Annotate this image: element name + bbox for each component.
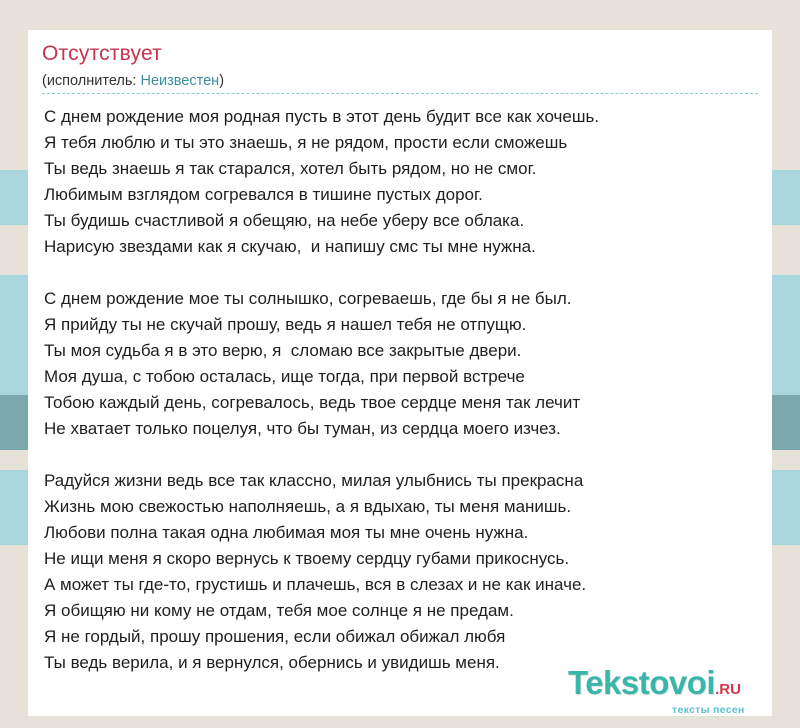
song-title: Отсутствует: [42, 42, 162, 65]
artist-prefix: (исполнитель:: [42, 73, 141, 89]
stanza-2: [44, 286, 764, 442]
lyric-line: Ты ведь верила, и я вернулся, обернись и увидишь меня.: [44, 653, 500, 672]
stanza-3: [44, 468, 764, 676]
lyric-line: Моя душа, с тобою осталась, ище тогда, при первой встрече: [44, 367, 525, 386]
lyric-line: Ты моя судьба я в это верю, я сломаю все закрытые двери.: [44, 341, 522, 360]
lyric-line: Нарисую звездами как я скучаю, и напишу смс ты мне нужна.: [44, 237, 536, 256]
lyric-line: Любимым взглядом согревался в тишине пустых дорог.: [44, 185, 483, 204]
watermark-tagline: тексты песен: [672, 704, 745, 716]
artist-line: [42, 73, 224, 89]
watermark-tld: .RU: [715, 681, 741, 698]
lyric-line: С днем рождение моя родная пусть в этот день будит все как хочешь.: [44, 107, 600, 126]
lyric-line: Я прийду ты не скучай прошу, ведь я нашел тебя не отпущю.: [44, 315, 527, 334]
lyric-line: Не ищи меня я скоро вернусь к твоему сердцу губами прикоснусь.: [44, 549, 570, 568]
lyric-line: С днем рождение мое ты солнышко, согреваешь, где бы я не был.: [44, 289, 572, 308]
lyric-line: Тобою каждый день, согревалось, ведь твое сердце меня так лечит: [44, 393, 581, 412]
lyric-line: А может ты где-то, грустишь и плачешь, вся в слезах и не как иначе.: [44, 575, 587, 594]
artist-link[interactable]: Неизвестен: [140, 73, 220, 89]
lyric-line: Я обищяю ни кому не отдам, тебя мое солнце я не предам.: [44, 601, 514, 620]
lyrics-body: [44, 104, 764, 702]
lyric-line: Я тебя люблю и ты это знаешь, я не рядом, прости если сможешь: [44, 133, 568, 152]
lyric-line: Ты ведь знаешь я так старался, хотел быть рядом, но не смог.: [44, 159, 537, 178]
lyric-line: Жизнь мою свежостью наполняешь, а я вдыхаю, ты меня манишь.: [44, 497, 572, 516]
stanza-1: [44, 104, 764, 260]
lyric-line: Ты будишь счастливой я обещяю, на небе уберу все облака.: [44, 211, 525, 230]
lyric-line: Я не гордый, прошу прошения, если обижал обижал любя: [44, 627, 506, 646]
lyric-line: Любови полна такая одна любимая моя ты мне очень нужна.: [44, 523, 529, 542]
lyric-line: Не хватает только поцелуя, что бы туман, из сердца моего изчез.: [44, 419, 561, 438]
lyric-line: Радуйся жизни ведь все так классно, милая улыбнись ты прекрасна: [44, 471, 584, 490]
lyrics-card: [28, 30, 772, 716]
title-divider: [42, 93, 758, 94]
artist-suffix: ): [219, 73, 225, 89]
watermark-name: Tekstovoi: [568, 664, 716, 701]
site-watermark: [568, 664, 741, 702]
